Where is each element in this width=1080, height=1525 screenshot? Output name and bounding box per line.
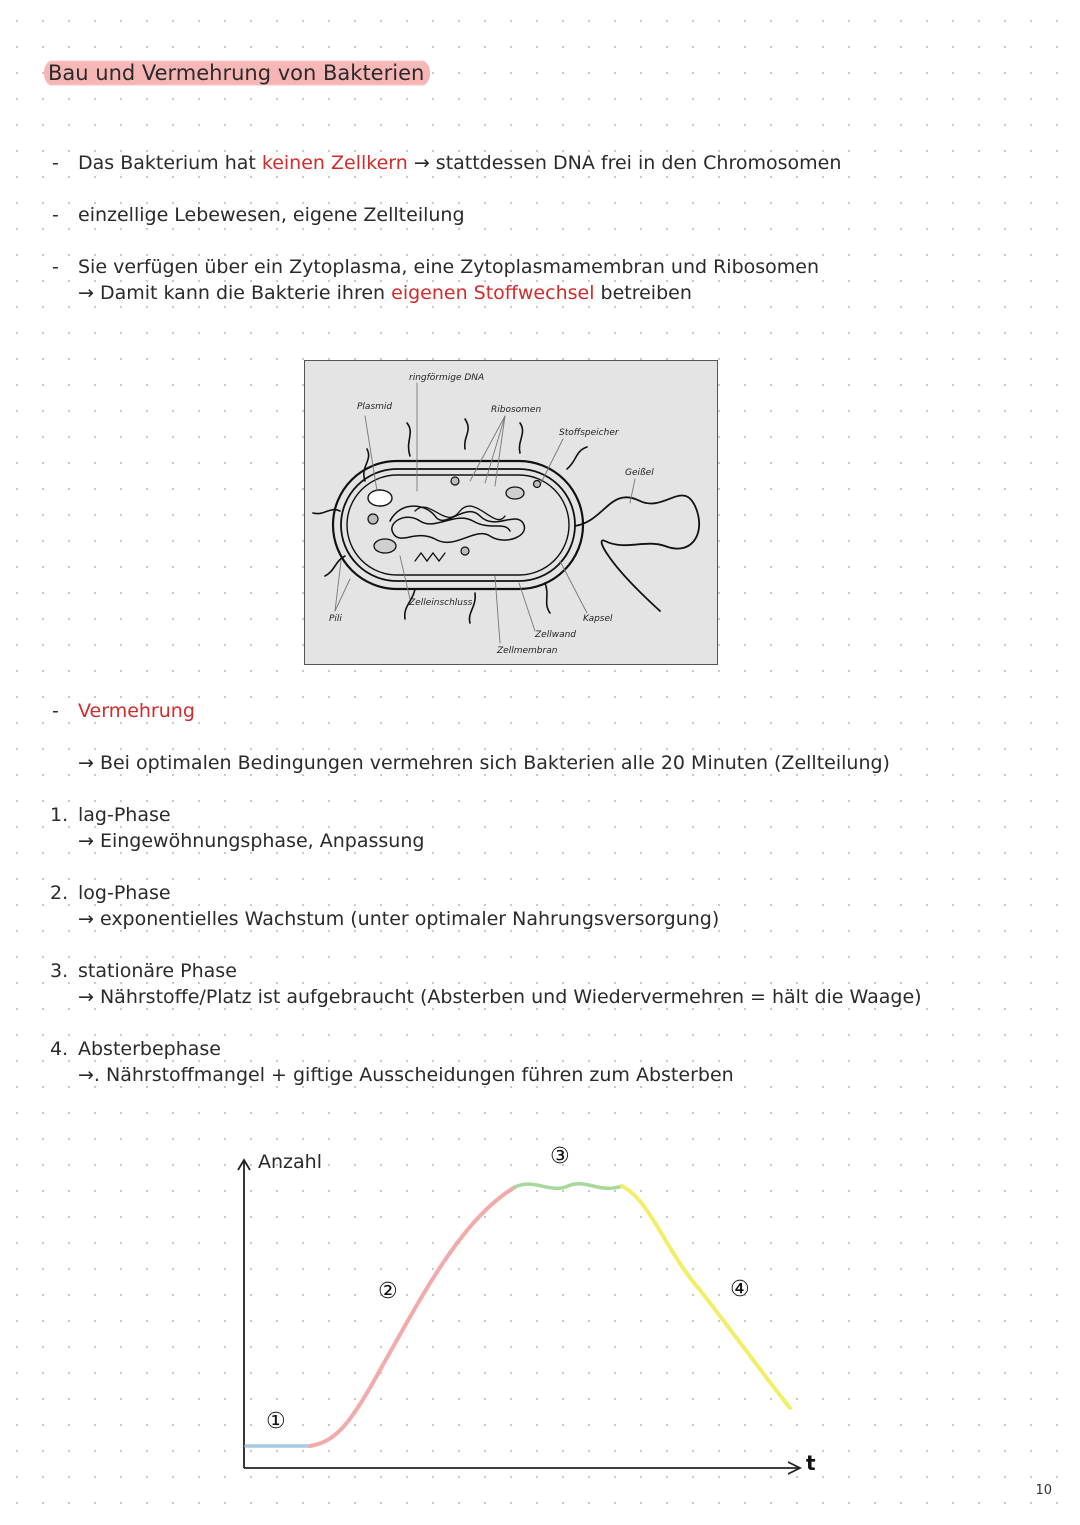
phase-name: Absterbephase [78, 1038, 221, 1060]
bullet-text: Das Bakterium hat [78, 152, 262, 174]
curve-death-phase [622, 1186, 790, 1408]
marker-4: ④ [730, 1277, 750, 1302]
bullet-text-rest: → stattdessen DNA frei in den Chromosomen [407, 152, 842, 174]
phase-name: stationäre Phase [78, 960, 237, 982]
label-zelleinschluss: Zelleinschluss [409, 598, 473, 608]
curve-log-phase [310, 1187, 515, 1446]
phase-description: → Nährstoffe/Platz ist aufgebraucht (Absterben und Wiedervermehren = hält die Waage) [78, 986, 922, 1008]
phase-description: → Eingewöhnungsphase, Anpassung [78, 830, 425, 852]
bullet-dash: - [52, 700, 59, 722]
phase-number: 2. [50, 882, 69, 904]
label-zellwand: Zellwand [535, 630, 576, 640]
vermehrung-intro: → Bei optimalen Bedingungen vermehren sich Bakterien alle 20 Minuten (Zellteilung) [78, 752, 890, 774]
x-axis-label: t [806, 1451, 816, 1475]
phase-number: 1. [50, 804, 69, 826]
phase-number: 3. [50, 960, 69, 982]
sub-text-rest: betreiben [594, 282, 692, 304]
phase-description: →. Nährstoffmangel + giftige Ausscheidungen führen zum Absterben [78, 1064, 734, 1086]
label-dna: ringförmige DNA [409, 373, 485, 383]
label-pili: Pili [329, 614, 342, 624]
label-geissel: Geißel [625, 468, 654, 478]
y-axis-label: Anzahl [258, 1151, 322, 1173]
vermehrung-heading: Vermehrung [78, 700, 195, 722]
bullet-unicellular: einzellige Lebewesen, eigene Zellteilung [78, 204, 465, 226]
curve-stationary-phase [515, 1184, 622, 1189]
phase-name: lag-Phase [78, 804, 171, 826]
label-plasmid: Plasmid [357, 402, 393, 412]
label-ribosomen: Ribosomen [491, 405, 542, 415]
bullet-dash: - [52, 256, 59, 278]
bullet-dash: - [52, 204, 59, 226]
phase-number: 4. [50, 1038, 69, 1060]
phase-description: → exponentielles Wachstum (unter optimaler Nahrungsversorgung) [78, 908, 720, 930]
page-number: 10 [1035, 1483, 1052, 1498]
page-title: Bau und Vermehrung von Bakterien [44, 58, 430, 88]
label-stoffspeicher: Stoffspeicher [559, 428, 619, 438]
marker-2: ② [378, 1279, 398, 1304]
highlight-stoffwechsel: eigenen Stoffwechsel [391, 282, 595, 304]
sub-text: → Damit kann die Bakterie ihren [78, 282, 392, 304]
highlight-keinen-zellkern: keinen Zellkern [261, 152, 408, 174]
bullet-dash: - [52, 152, 59, 174]
label-zellmembran: Zellmembran [497, 646, 558, 656]
marker-1: ① [266, 1409, 286, 1434]
label-kapsel: Kapsel [583, 614, 613, 624]
marker-3: ③ [550, 1144, 570, 1169]
bullet-cytoplasm: Sie verfügen über ein Zytoplasma, eine Zytoplasmamembran und Ribosomen [78, 256, 820, 278]
phase-name: log-Phase [78, 882, 171, 904]
